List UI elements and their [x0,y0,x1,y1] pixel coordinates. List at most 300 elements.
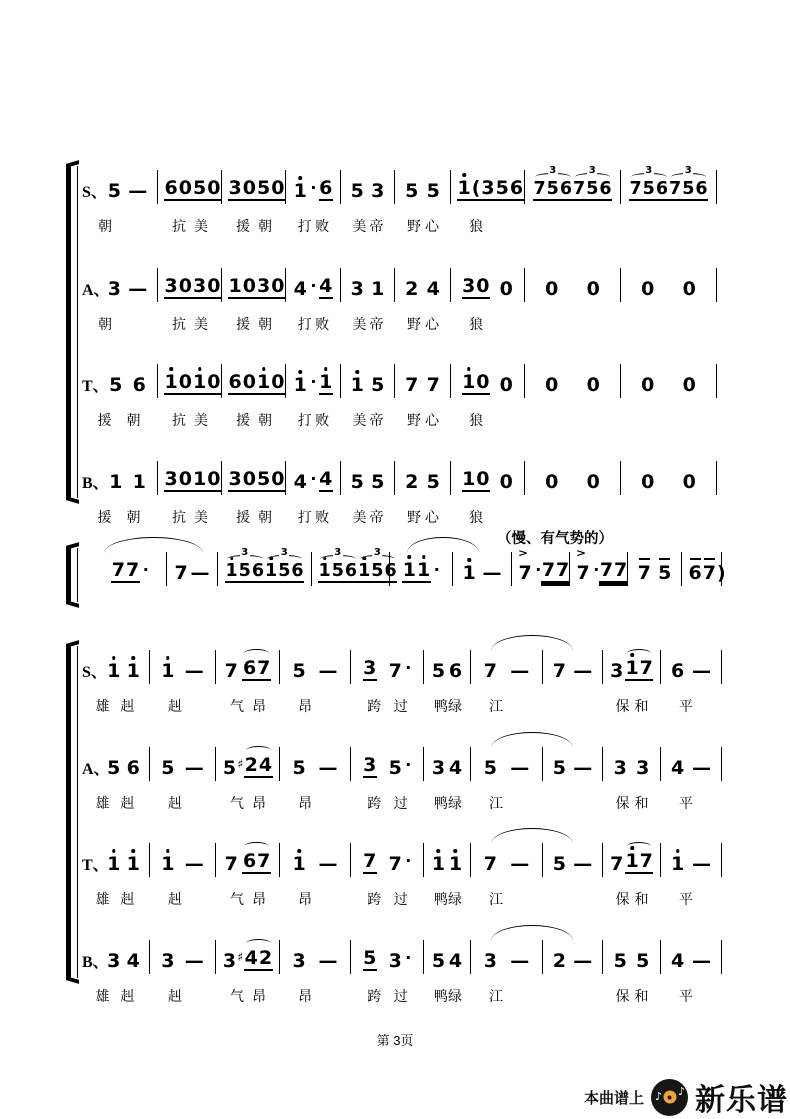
lyric-syllable: 心 [425,412,439,428]
lyric-syllable: 保 [615,698,630,714]
sharp-icon: ♯ [237,757,244,771]
note-token: 1 0 [462,371,490,393]
lyric-cell [603,986,661,1006]
measure [621,164,717,204]
lyric-cell [150,696,216,716]
music-note-icon: ♪ [677,1084,685,1098]
note-token: 7 7 [599,559,628,581]
measure [471,747,543,781]
measure [216,650,280,684]
lyric-syllable: 美 [194,509,208,525]
lyric-syllable: 昂 [252,988,266,1004]
lyric-syllable: 昂 [298,795,312,811]
lyric-cell [80,314,158,334]
lyric-syllable: 心 [425,218,439,234]
measure [286,364,341,398]
augmentation-dot: · [310,469,317,488]
lyric-syllable: 江 [489,698,503,714]
note-token: 4 [670,757,685,779]
note-token: 3 [483,950,497,972]
note-token: 0 [545,374,559,396]
note-token: 5 [405,180,419,202]
lyric-cell [222,410,286,430]
measure [286,461,341,495]
note-token: 3 · [388,948,412,972]
measure [286,170,341,204]
voice-label: T、 [82,857,109,874]
note-token: 1 [371,278,385,300]
lyric-syllable: 援 [236,316,250,332]
lyric-cell [216,889,280,909]
lyric-cell [216,696,280,716]
tie-arc [407,537,478,553]
measure [150,650,216,684]
voice-notes-row [80,546,726,586]
lyric-cell [621,507,717,527]
lyric-syllable: 赳 [168,795,182,811]
voice-lyrics-row [80,216,717,236]
lyric-cell [424,889,471,909]
measure [351,747,424,781]
lyric-syllable: 绿 [448,698,462,714]
lyric-cell [341,507,395,527]
measure [424,650,471,684]
note-token: 3 0 5 0 [228,468,285,490]
voice-notes-row [80,268,717,302]
lyric-syllable: 狼 [469,509,483,525]
note-token: 1 [132,471,146,493]
note-token: 7 [483,853,497,875]
lyric-syllable: 跨 [367,698,382,714]
note-token: ♯ 2 4 [237,754,273,776]
lyric-cell [341,216,395,236]
note-token: 5 [613,950,627,972]
note-token: 3 [613,757,627,779]
lyric-syllable: 心 [425,316,439,332]
note-token: 5 [107,180,121,202]
lyric-syllable: 平 [679,988,693,1004]
note-token: 3 [161,950,175,972]
lyric-cell [525,314,621,334]
note-token: — [573,660,593,682]
lyric-cell [158,410,222,430]
lyric-syllable: 野 [407,218,421,234]
measure [661,747,722,781]
lyric-cell [621,410,717,430]
lyric-cell [661,889,722,909]
note-token: — [318,853,338,875]
lyric-syllable: 美 [352,412,367,428]
note-token: 1 [292,853,306,875]
measure [682,552,726,586]
tie-arc [491,732,573,748]
note-token: 6 7 [688,562,716,584]
note-token: 4 [448,950,463,972]
note-token: 0 [586,374,600,396]
note-token: 5 [292,660,306,682]
lyric-cell [395,216,451,236]
lyric-syllable: 气 [230,795,244,811]
note-token: 0 [641,471,655,493]
note-token: 5 · [388,755,412,779]
measure [395,268,451,302]
lyric-cell [543,986,603,1006]
measure [351,650,424,684]
lyric-cell [395,410,451,430]
measure [222,170,286,204]
augmentation-dot: · [433,560,440,579]
measure [286,268,341,302]
note-token: 1 0 3 0 [228,275,285,297]
site-logo[interactable] [584,1075,788,1119]
triplet-group: 3 1 5 6 [358,546,397,581]
note-token: — [184,660,204,682]
note-token: 6 0 5 0 [164,177,221,199]
lyric-cell [222,507,286,527]
note-token: 1 [161,853,175,875]
lyric-syllable: 朝 [258,316,272,332]
lyric-cell [80,696,150,716]
note-token: 5 [109,374,123,396]
note-token: — [318,950,338,972]
measure [525,461,621,495]
system-barline [77,548,78,602]
tie-arc [104,537,203,553]
lyric-syllable: 野 [407,509,421,525]
lyric-syllable: 跨 [367,795,382,811]
lyric-syllable: 雄 [95,698,110,714]
measure [80,747,150,781]
note-token: 3 [107,950,121,972]
system-bracket [66,548,71,602]
lyric-syllable: 败 [315,509,330,525]
note-token: 1 1 · [402,559,440,581]
lyric-syllable: 气 [230,988,244,1004]
lyric-syllable: 昂 [252,795,266,811]
voice-label: S、 [82,184,107,201]
note-token: 3 0 3 0 [164,275,221,297]
lyric-syllable: 打 [297,509,312,525]
accent-mark: > [518,546,529,560]
lyric-syllable: 雄 [95,891,110,907]
lyric-syllable: 昂 [252,698,266,714]
site-name-text: 新乐谱 [695,1084,788,1117]
lyric-cell [158,314,222,334]
lyric-cell [424,793,471,813]
triplet-number: 3 [549,164,557,176]
note-token [629,164,708,205]
note-token: 2 [405,471,419,493]
note-token: 3 [371,180,385,202]
measure [280,650,351,684]
lyric-cell [471,889,543,909]
lyric-syllable: 赳 [168,988,182,1004]
note-token: ( 3 5 6 [471,177,524,199]
lyric-syllable: 鸭 [434,795,448,811]
lyric-syllable: 狼 [469,316,483,332]
lyric-cell [525,507,621,527]
note-token: — [184,950,204,972]
note-token: 4 · [293,469,317,493]
lyric-syllable: 败 [315,412,330,428]
lyric-syllable: 援 [97,509,112,525]
lyric-cell [451,507,525,527]
note-token: 5 [350,471,364,493]
note-token: 1 7 [625,850,653,872]
tie-arc [491,635,573,651]
lyric-cell [525,216,621,236]
lyric-cell [621,314,717,334]
measure [471,940,543,974]
measure [280,843,351,877]
note-token: 4 [126,950,140,972]
augmentation-dot: · [310,178,317,197]
measure [621,461,717,495]
lyric-syllable: 昂 [298,988,312,1004]
note-token: 1 [107,853,121,875]
note-token: 1 [457,177,471,199]
measure [543,940,603,974]
measure [661,940,722,974]
lyric-cell [150,889,216,909]
note-token: 0 [586,471,600,493]
note-token: 3 0 1 0 [164,468,221,490]
lyric-cell [351,793,424,813]
lyric-cell [286,314,341,334]
triplet-group: 3 7 5 6 [533,164,572,199]
triplet-number: 3 [241,546,249,558]
lyric-syllable: 赳 [120,795,135,811]
note-token: 7 [426,374,440,396]
triplet-group: 3 7 5 6 [629,164,668,199]
lyric-cell [603,696,661,716]
note-token: — [128,180,148,202]
lyric-syllable: 美 [194,218,208,234]
lyric-cell [621,216,717,236]
note-token: 3 [363,657,377,679]
measure [525,164,621,204]
vinyl-record-icon [651,1079,688,1116]
note-token: 7 [224,853,238,875]
lyric-syllable: 抗 [172,218,186,234]
lyric-cell [603,889,661,909]
note-token: — [318,660,338,682]
lyric-syllable: 狼 [469,218,483,234]
measure [80,364,158,398]
lyric-syllable: 美 [352,509,367,525]
note-token: 7 · [388,658,412,682]
lyric-cell [525,410,621,430]
note-token: 5 [371,471,385,493]
system-bracket [66,166,71,498]
measure [424,940,471,974]
note-token: 1 · [293,372,317,396]
lyric-syllable: 野 [407,412,421,428]
note-token [225,546,304,587]
lyric-syllable: 绿 [448,795,462,811]
note-token: 5 [107,757,121,779]
lyric-cell [280,793,351,813]
augmentation-dot: · [405,851,412,870]
lyric-syllable: 跨 [367,891,382,907]
lyric-cell [158,216,222,236]
note-token [318,546,397,587]
lyric-syllable: 抗 [172,316,186,332]
lyric-cell [80,986,150,1006]
lyric-cell [451,410,525,430]
note-token: 0 [682,471,696,493]
measure [80,461,158,495]
lyric-cell [216,986,280,1006]
lyric-syllable: 援 [97,412,112,428]
lyric-cell [80,889,150,909]
note-token: 7 [610,853,624,875]
triplet-group: 3 7 5 6 [669,164,708,199]
measure [158,170,222,204]
note-token: 2 [405,278,419,300]
measure [661,843,722,877]
triplet-group: 3 1 5 6 [225,546,264,581]
lyric-syllable: 昂 [252,891,266,907]
note-token: 5 [292,757,306,779]
note-token: 2 [552,950,566,972]
lyric-cell [395,314,451,334]
note-token: — [510,660,530,682]
note-token: 3 0 [462,275,490,297]
lyric-syllable: 跨 [367,988,382,1004]
note-token: 6 [126,757,140,779]
measure [80,843,150,877]
lyric-cell [351,696,424,716]
voice-lyrics-row [80,793,722,813]
note-token: 7 [405,374,419,396]
lyric-syllable: 过 [393,891,408,907]
note-token: — [482,562,502,584]
lyric-syllable: 帝 [369,509,384,525]
note-token: 6 [319,177,333,199]
lyric-syllable: 过 [393,988,408,1004]
lyric-syllable: 和 [634,988,649,1004]
measure [150,940,216,974]
note-token: 7 [637,562,651,584]
note-token: 5 [222,757,237,779]
lyric-syllable: 朝 [126,509,141,525]
measure [351,843,424,877]
voice-notes-row [80,364,717,398]
lyric-syllable: 援 [236,412,250,428]
measure [451,170,525,204]
note-token: 6 7 [242,850,271,872]
augmentation-dot: · [593,560,600,579]
note-token: 3 [222,950,237,972]
note-token: 0 [682,374,696,396]
lyric-cell [216,793,280,813]
lyric-syllable: 朝 [258,218,272,234]
note-token: 5 [658,562,672,584]
note-token: — [573,853,593,875]
measure [80,170,158,204]
page-number: 第 3页 [376,1033,414,1048]
note-token: 3 [292,950,306,972]
measure [216,843,280,877]
note-token: 5 [350,180,364,202]
note-token [533,164,612,205]
lyric-syllable: 抗 [172,509,186,525]
augmentation-dot: · [405,658,412,677]
triplet-number: 3 [334,546,342,558]
measure [570,546,628,586]
note-token: — [510,853,530,875]
lyric-syllable: 打 [297,218,312,234]
measure [621,364,717,398]
measure [424,843,471,877]
note-token: — [184,757,204,779]
measure [341,461,395,495]
augmentation-dot: · [405,755,412,774]
voice-lyrics-row [80,314,717,334]
system-bracket [66,646,71,978]
lyric-syllable: 过 [393,698,408,714]
note-token: 1 [161,660,175,682]
note-token: 7 · > [518,546,542,584]
lyric-cell [424,986,471,1006]
measure [512,546,570,586]
voice-lyrics-row [80,889,722,909]
note-token: 4 [448,757,463,779]
measure [158,268,222,302]
note-token: 0 [545,278,559,300]
note-token: 5 [371,374,385,396]
note-token: — [184,853,204,875]
lyric-syllable: 保 [615,891,630,907]
augmentation-dot: · [405,948,412,967]
tie-arc [491,925,573,941]
lyric-syllable: 江 [489,988,503,1004]
note-token: 3 [107,278,121,300]
measure [80,268,158,302]
lyric-cell [341,410,395,430]
triplet-number: 3 [280,546,288,558]
measure [280,940,351,974]
lyric-cell [351,889,424,909]
note-token: 5 [636,950,650,972]
lyric-cell [351,986,424,1006]
note-token: 1 0 1 0 [164,371,221,393]
note-token: 0 [499,374,513,396]
measure [453,552,512,586]
note-token: 1 0 [462,468,490,490]
lyric-cell [661,986,722,1006]
note-token: 3 [431,757,446,779]
note-token: 6 0 1 0 [228,371,285,393]
triplet-group: 3 1 5 6 [318,546,358,581]
lyric-syllable: 平 [679,698,693,714]
note-token: ) [716,562,726,584]
measure [471,650,543,684]
note-token: — [128,278,148,300]
note-token: 7 [483,660,497,682]
measure [341,364,395,398]
lyric-cell [471,986,543,1006]
lyric-syllable: 美 [352,316,367,332]
note-token: 1 [431,853,446,875]
note-token: 5 [161,757,175,779]
lyric-syllable: 赳 [168,891,182,907]
lyric-cell [451,314,525,334]
note-token: 6 [670,660,685,682]
note-token: ♯ 4 2 [237,947,273,969]
note-token: — [318,757,338,779]
